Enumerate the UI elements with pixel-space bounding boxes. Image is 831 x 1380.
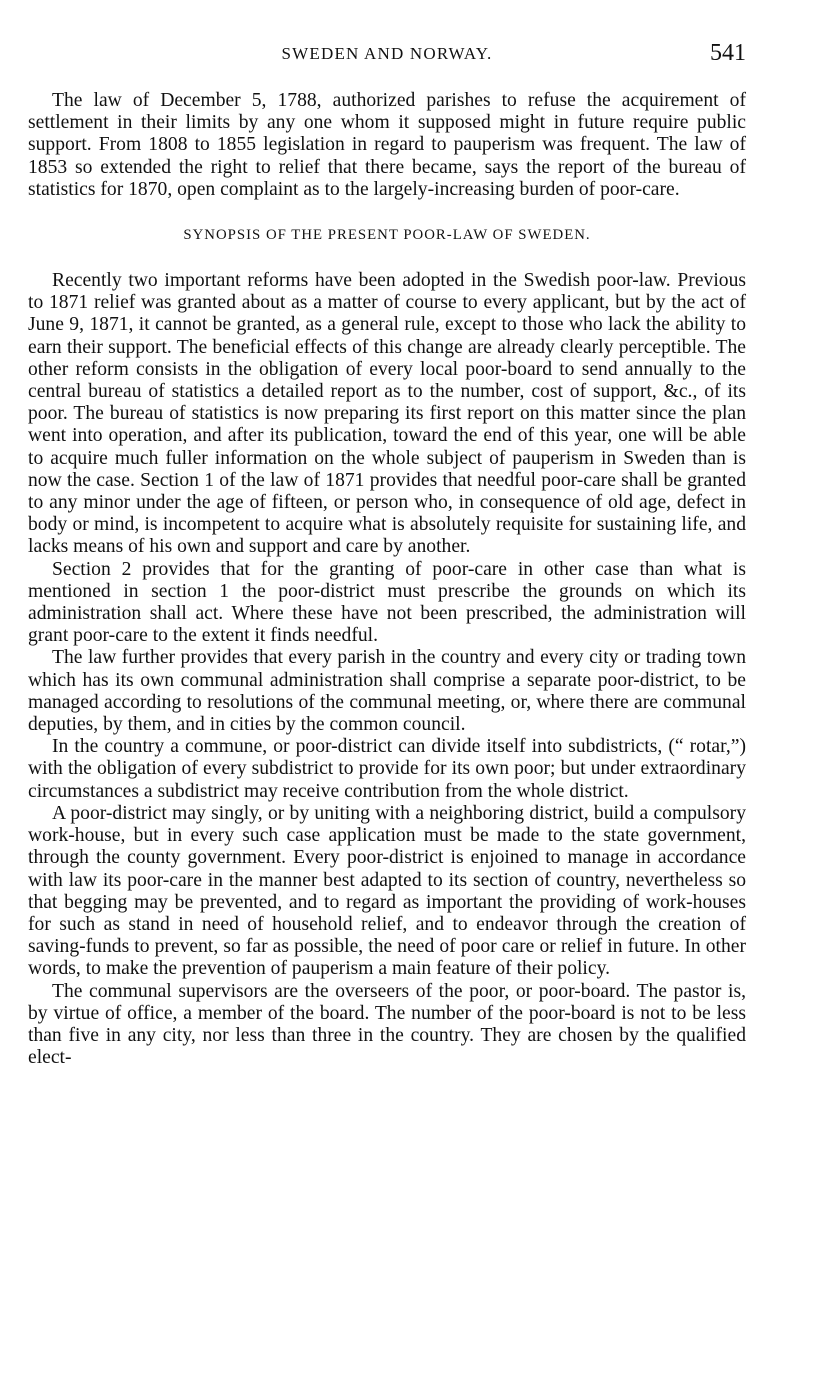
- paragraph-poor-board: The communal supervisors are the overseers of the poor, or poor-board. The pastor is, by virtue of office, a member of the board. The number of the poor-board is not to be less than five in any city, nor less than three in the country. They are chosen by the qualified elect-: [28, 980, 746, 1069]
- paragraph-subdistricts: In the country a commune, or poor-district can divide itself into subdistricts, (“ rotar,”) with the obligation of every subdistrict to provide for its own poor; but under extraordinary circumstances a subdistrict may receive contribution from the whole district.: [28, 736, 746, 802]
- running-head: [28, 40, 746, 84]
- paragraph-reforms: Recently two important reforms have been adopted in the Swedish poor-law. Previous to 1871 relief was granted about as a matter of course to every applicant, but by the act of June 9, 1871, it cannot be granted, as a general rule, except to those who lack the ability to earn their support. The beneficial effects of this change are already clearly perceptible. The other reform consists in the obligation of every local poor-board to send annually to the central bureau of statistics a detailed report as to the number, cost of support, &c., of its poor. The bureau of statistics is now preparing its first report on this matter since the plan went into operation, and after its publication, toward the end of this year, one will be able to acquire much fuller information on the whole subject of pauperism in Sweden than is now the case. Section 1 of the law of 1871 provides that needful poor-care shall be granted to any minor under the age of fifteen, or person who, in consequence of old age, defect in body or mind, is incompetent to acquire what is absolutely requisite for sustaining life, and lacks means of his own and support and care by another.: [28, 270, 746, 558]
- page-number: 541: [710, 40, 746, 66]
- section-heading: SYNOPSIS OF THE PRESENT POOR-LAW OF SWEDEN.: [183, 227, 591, 244]
- book-page: [28, 0, 746, 1069]
- paragraph-work-houses: A poor-district may singly, or by uniting with a neighboring district, build a compulsory work-house, but in every such case application must be made to the state government, through the county government. Every poor-district is enjoined to manage in accordance with law its poor-care in the manner best adapted to its section of country, nevertheless so that begging may be prevented, and to regard as important the providing of work-houses for such as stand in need of household relief, and to endeavor through the creation of saving-funds to prevent, so far as possible, the need of poor care or relief in future. In other words, to make the prevention of pauperism a main feature of their policy.: [28, 802, 746, 980]
- paragraph-section-2: Section 2 provides that for the granting of poor-care in other case than what is mentioned in section 1 the poor-district must prescribe the grounds on which its administration shall act. Where these have not been prescribed, the administration will grant poor-care to the extent it finds needful.: [28, 558, 746, 647]
- running-title: SWEDEN AND NORWAY.: [281, 44, 493, 63]
- intro-paragraph: The law of December 5, 1788, authorized parishes to refuse the acquirement of settlement in their limits by any one whom it supposed might in future require public support. From 1808 to 1855 legislation in regard to pauperism was frequent. The law of 1853 so extended the right to relief that there became, says the report of the bureau of statistics for 1870, open complaint as to the largely-increasing burden of poor-care.: [28, 90, 746, 200]
- paragraph-poor-districts: The law further provides that every parish in the country and every city or trading town which has its own communal administration shall comprise a separate poor-district, to be managed according to resolutions of the communal meeting, or, where there are communal deputies, by them, and in cities by the common council.: [28, 647, 746, 736]
